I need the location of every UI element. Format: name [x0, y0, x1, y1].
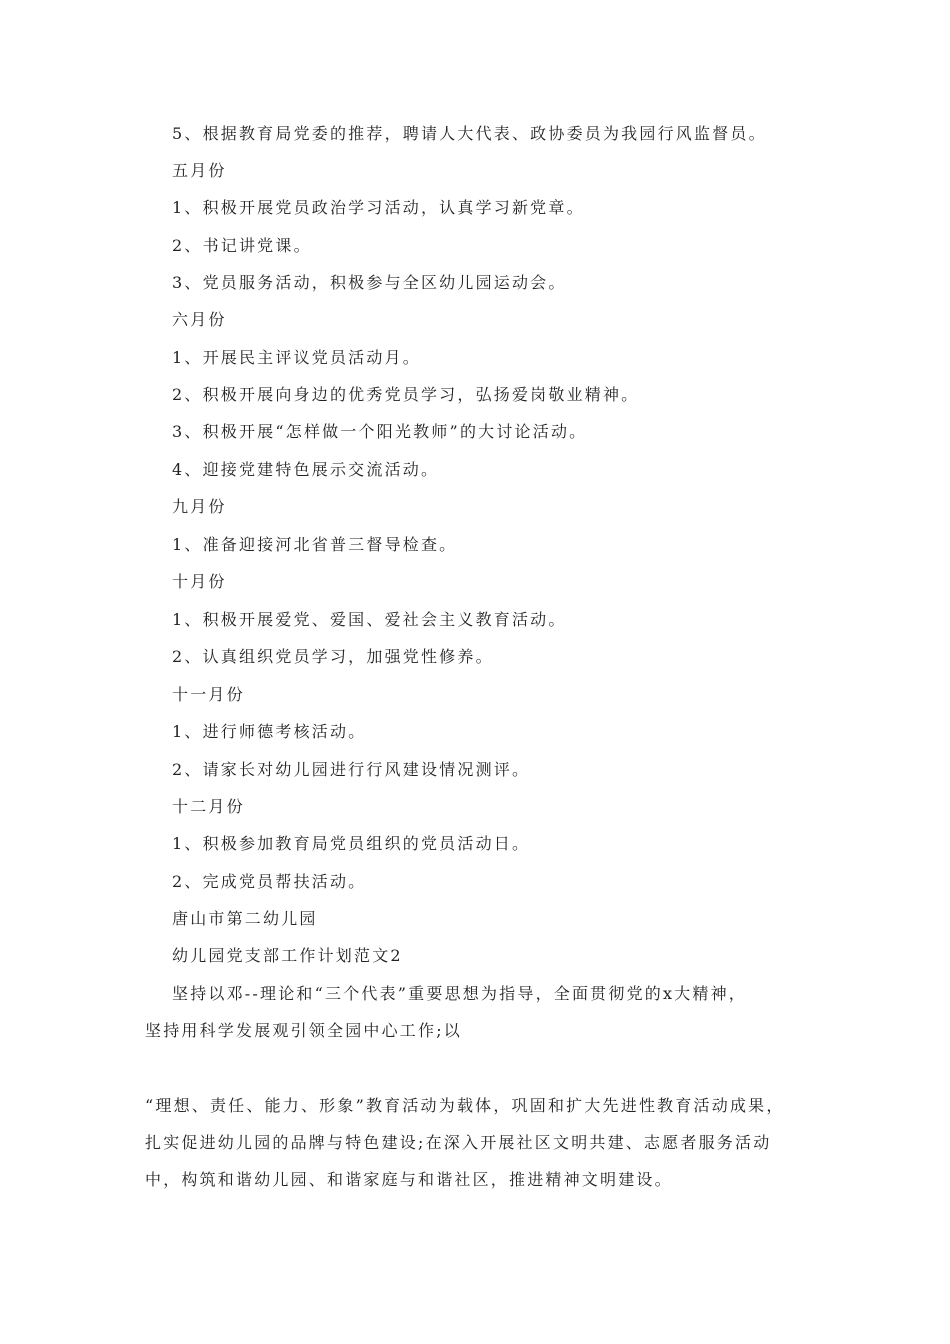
text-line: 1、准备迎接河北省普三督导检查。: [172, 535, 458, 554]
section-heading-november: 十一月份: [172, 685, 245, 704]
text-line: 2、请家长对幼儿园进行行风建设情况测评。: [172, 760, 531, 779]
text-line: 1、积极开展党员政治学习活动，认真学习新党章。: [172, 198, 585, 217]
text-line: 1、积极参加教育局党员组织的党员活动日。: [172, 834, 531, 853]
section-heading-september: 九月份: [172, 497, 227, 516]
text-line: 1、开展民主评议党员活动月。: [172, 348, 421, 367]
text-line: 2、积极开展向身边的优秀党员学习，弘扬爱岗敬业精神。: [172, 385, 640, 404]
paragraph-line: “理想、责任、能力、形象”教育活动为载体，巩固和扩大先进性教育活动成果，: [145, 1096, 785, 1115]
paragraph-line: 扎实促进幼儿园的品牌与特色建设;在深入开展社区文明共建、志愿者服务活动: [145, 1133, 772, 1152]
text-line: 1、积极开展爱党、爱国、爱社会主义教育活动。: [172, 610, 567, 629]
signature-org: 唐山市第二幼儿园: [172, 909, 318, 928]
document-title: 幼儿园党支部工作计划范文2: [172, 946, 403, 965]
paragraph-line: 坚持以邓--理论和“三个代表”重要思想为指导，全面贯彻党的x大精神，: [172, 984, 747, 1003]
paragraph-line: 中，构筑和谐幼儿园、和谐家庭与和谐社区，推进精神文明建设。: [145, 1170, 673, 1189]
text-line: 5、根据教育局党委的推荐，聘请人大代表、政协委员为我园行风监督员。: [172, 124, 767, 143]
text-line: 2、书记讲党课。: [172, 236, 312, 255]
paragraph-line: 坚持用科学发展观引领全园中心工作;以: [145, 1021, 462, 1040]
section-heading-may: 五月份: [172, 161, 227, 180]
text-line: 2、完成党员帮扶活动。: [172, 872, 367, 891]
text-line: 4、迎接党建特色展示交流活动。: [172, 460, 440, 479]
section-heading-june: 六月份: [172, 310, 227, 329]
text-line: 3、积极开展“怎样做一个阳光教师”的大讨论活动。: [172, 422, 588, 441]
text-line: 2、认真组织党员学习，加强党性修养。: [172, 647, 494, 666]
section-heading-december: 十二月份: [172, 797, 245, 816]
text-line: 1、进行师德考核活动。: [172, 722, 367, 741]
text-line: 3、党员服务活动，积极参与全区幼儿园运动会。: [172, 273, 567, 292]
section-heading-october: 十月份: [172, 572, 227, 591]
